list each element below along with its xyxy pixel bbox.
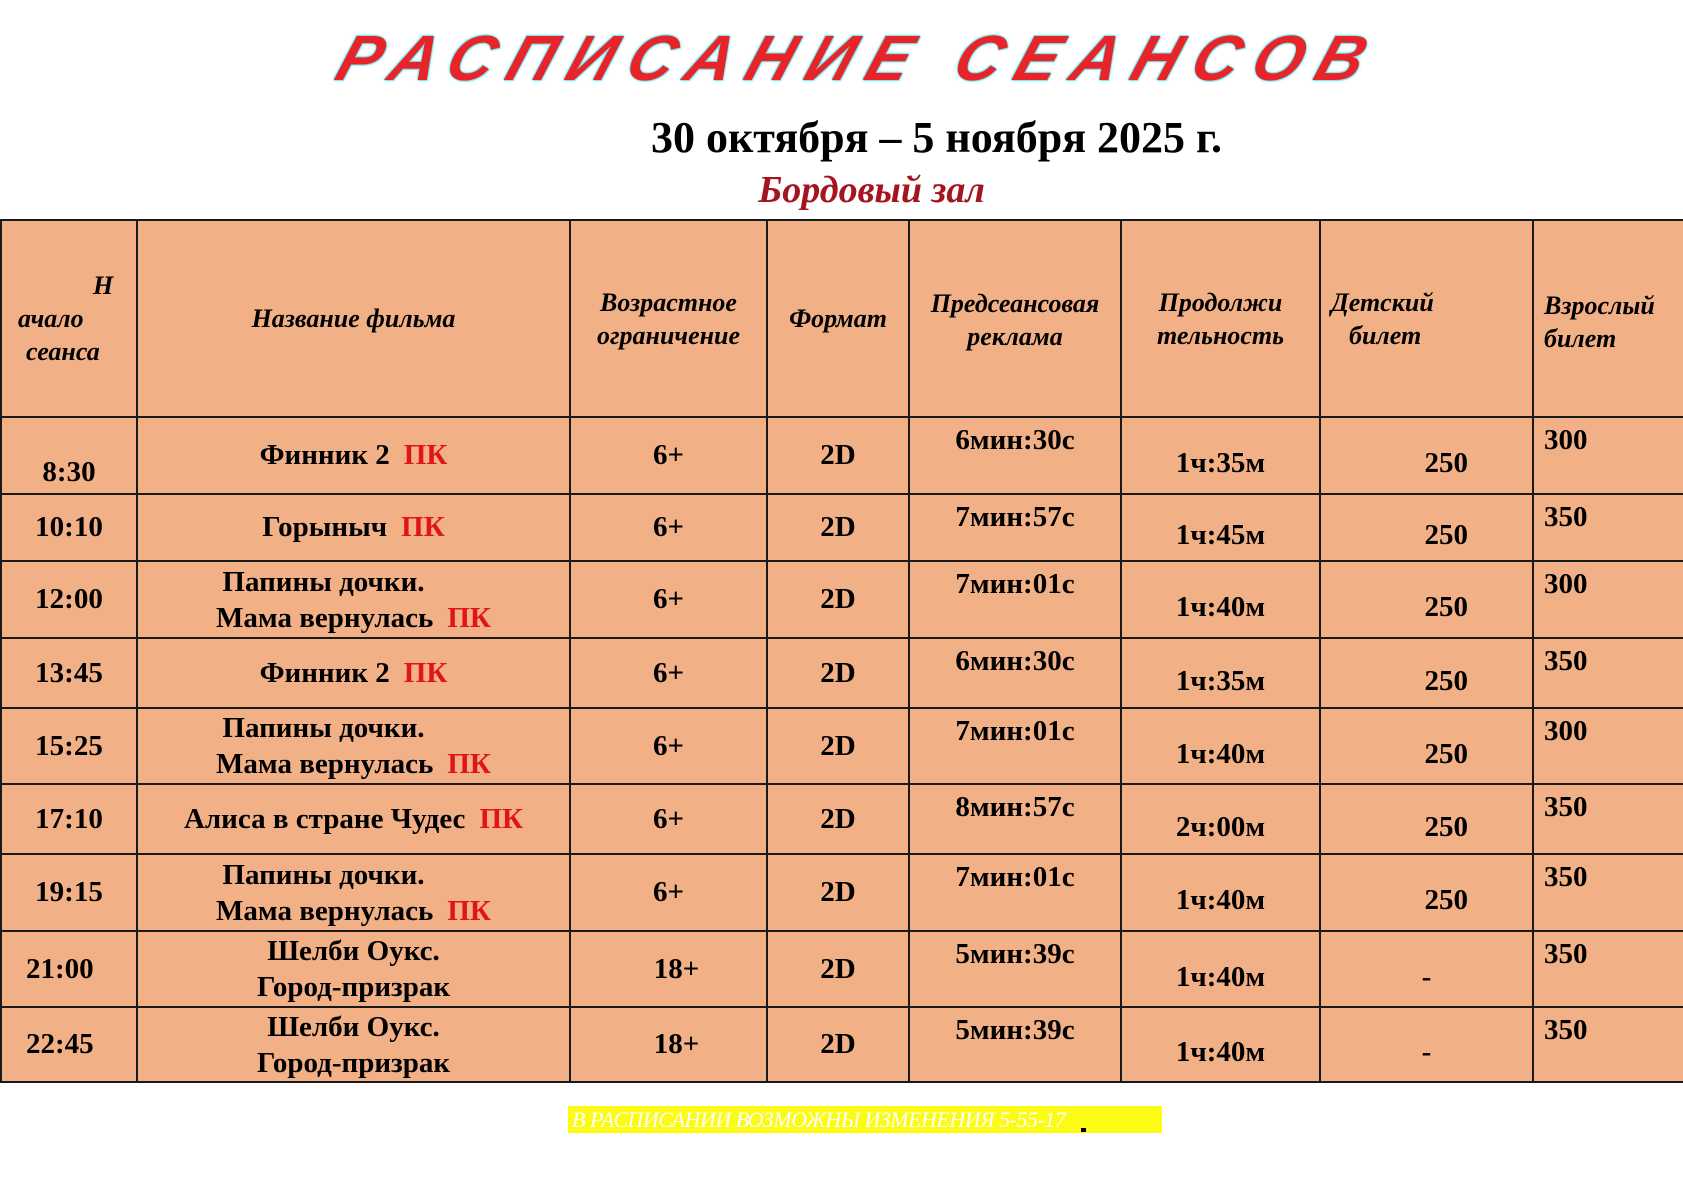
pk-tag: ПК (479, 802, 524, 835)
format: 2D (767, 854, 909, 931)
session-time: 17:10 (1, 784, 137, 854)
child-price: - (1320, 931, 1533, 1007)
adult-price: 350 (1533, 784, 1683, 854)
film-title: Финник 2 ПК (137, 417, 570, 494)
format: 2D (767, 638, 909, 708)
session-time: 15:25 (1, 708, 137, 784)
adult-price: 350 (1533, 494, 1683, 561)
duration: 1ч:40м (1121, 931, 1320, 1007)
duration: 1ч:35м (1121, 638, 1320, 708)
duration: 1ч:40м (1121, 708, 1320, 784)
age-rating: 6+ (570, 561, 767, 638)
col-header-film: Название фильма (137, 220, 570, 417)
preshow-ads: 7мин:01с (909, 854, 1121, 931)
date-range: 30 октября – 5 ноября 2025 г. (650, 113, 1223, 162)
preshow-ads: 7мин:01с (909, 561, 1121, 638)
format: 2D (767, 931, 909, 1007)
age-rating: 18+ (570, 1007, 767, 1082)
preshow-ads: 7мин:57с (909, 494, 1121, 561)
preshow-ads: 8мин:57с (909, 784, 1121, 854)
pk-tag: ПК (447, 748, 491, 780)
child-price: - (1320, 1007, 1533, 1082)
age-rating: 6+ (570, 854, 767, 931)
age-rating: 6+ (570, 638, 767, 708)
age-rating: 6+ (570, 708, 767, 784)
preshow-ads: 5мин:39с (909, 1007, 1121, 1082)
col-header-duration: Продолжи тельность (1121, 220, 1320, 417)
schedule-change-notice: В РАСПИСАНИИ ВОЗМОЖНЫ ИЗМЕНЕНИЯ 5-55-17 (568, 1106, 1162, 1133)
table-row (1, 708, 1683, 784)
format: 2D (767, 494, 909, 561)
schedule-table (0, 219, 1683, 1083)
child-price: 250 (1320, 708, 1533, 784)
preshow-ads: 6мин:30с (909, 417, 1121, 494)
duration: 2ч:00м (1121, 784, 1320, 854)
table-row (1, 417, 1683, 494)
child-price: 250 (1320, 784, 1533, 854)
adult-price: 350 (1533, 1007, 1683, 1082)
pk-tag: ПК (403, 656, 448, 689)
table-row (1, 931, 1683, 1007)
col-header-start: Н ачало сеанса (1, 220, 137, 417)
table-row (1, 854, 1683, 931)
format: 2D (767, 417, 909, 494)
table-row (1, 1007, 1683, 1082)
duration: 1ч:40м (1121, 1007, 1320, 1082)
age-rating: 18+ (570, 931, 767, 1007)
film-title: Алиса в стране Чудес ПК (137, 784, 570, 854)
format: 2D (767, 561, 909, 638)
col-header-format: Формат (767, 220, 909, 417)
pk-tag: ПК (447, 894, 491, 927)
duration: 1ч:45м (1121, 494, 1320, 561)
format: 2D (767, 708, 909, 784)
adult-price: 350 (1533, 931, 1683, 1007)
pk-tag: ПК (401, 511, 445, 543)
session-time: 22:45 (1, 1007, 137, 1082)
age-rating: 6+ (570, 417, 767, 494)
film-title: Горыныч ПК (137, 494, 570, 561)
child-price: 250 (1320, 561, 1533, 638)
col-header-age: Возрастное ограничение (570, 220, 767, 417)
hall-name: Бордовый зал (758, 169, 985, 211)
session-time: 13:45 (1, 638, 137, 708)
format: 2D (767, 1007, 909, 1082)
table-row (1, 561, 1683, 638)
duration: 1ч:40м (1121, 561, 1320, 638)
adult-price: 350 (1533, 638, 1683, 708)
film-title: Папины дочки. Мама вернулась ПК (137, 561, 570, 638)
age-rating: 6+ (570, 784, 767, 854)
child-price: 250 (1320, 854, 1533, 931)
session-time: 19:15 (1, 854, 137, 931)
preshow-ads: 6мин:30с (909, 638, 1121, 708)
col-header-ads: Предсеансовая реклама (909, 220, 1121, 417)
preshow-ads: 5мин:39с (909, 931, 1121, 1007)
table-row (1, 784, 1683, 854)
adult-price: 350 (1533, 854, 1683, 931)
adult-price: 300 (1533, 708, 1683, 784)
session-time: 12:00 (1, 561, 137, 638)
child-price: 250 (1320, 494, 1533, 561)
session-time: 21:00 (1, 931, 137, 1007)
table-row (1, 494, 1683, 561)
film-title: Папины дочки. Мама вернулась ПК (137, 854, 570, 931)
col-header-child-ticket: Детский билет (1320, 220, 1533, 417)
film-title: Папины дочки. Мама вернулась ПК (137, 708, 570, 784)
format: 2D (767, 784, 909, 854)
pk-tag: ПК (403, 439, 448, 471)
page-title: РАСПИСАНИЕ СЕАНСОВ (328, 22, 1392, 94)
film-title: Шелби Оукс. Город-призрак (137, 1007, 570, 1082)
col-header-adult-ticket: Взрослый билет (1533, 220, 1683, 417)
preshow-ads: 7мин:01с (909, 708, 1121, 784)
table-header-row (1, 220, 1683, 417)
session-time: 10:10 (1, 494, 137, 561)
film-title: Шелби Оукс. Город-призрак (137, 931, 570, 1007)
child-price: 250 (1320, 638, 1533, 708)
adult-price: 300 (1533, 417, 1683, 494)
pk-tag: ПК (447, 601, 491, 634)
adult-price: 300 (1533, 561, 1683, 638)
table-row (1, 638, 1683, 708)
session-time: 8:30 (1, 417, 137, 494)
dot-mark (1081, 1128, 1086, 1132)
age-rating: 6+ (570, 494, 767, 561)
child-price: 250 (1320, 417, 1533, 494)
duration: 1ч:40м (1121, 854, 1320, 931)
duration: 1ч:35м (1121, 417, 1320, 494)
film-title: Финник 2 ПК (137, 638, 570, 708)
